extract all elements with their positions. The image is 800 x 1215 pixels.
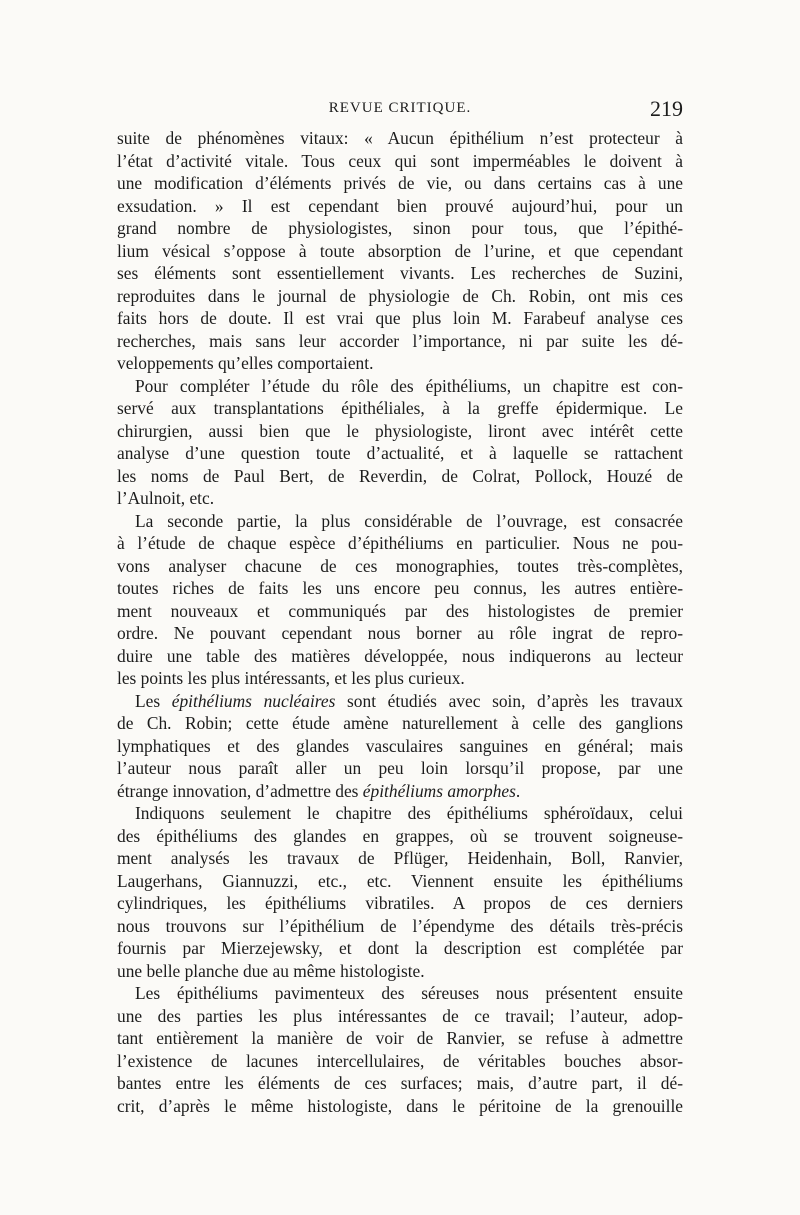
text-line: chirurgien, aussi bien que le physiologiste, liront avec intérêt cette bbox=[117, 420, 683, 441]
text-line: nous trouvons sur l’épithélium de l’épendyme des détails très-précis bbox=[117, 915, 683, 936]
text-line: grand nombre de physiologistes, sinon pour tous, que l’épithé- bbox=[117, 218, 683, 238]
text-line: toutes riches de faits les uns encore peu connus, les autres entière- bbox=[117, 578, 683, 598]
text-line: lium vésical s’oppose à toute absorption de l’urine, et que cependant bbox=[117, 240, 683, 261]
text-line: Les épithéliums pavimenteux des séreuses nous présentent ensuite bbox=[135, 983, 683, 1003]
text-line: bantes entre les éléments de ces surfaces; mais, d’autre part, il dé- bbox=[117, 1073, 683, 1093]
text-line: ment nouveaux et communiqués par des histologistes de premier bbox=[117, 600, 683, 621]
text-line: servé aux transplantations épithéliales, à la greffe épidermique. Le bbox=[117, 398, 683, 418]
text-line: les points les plus intéressants, et les plus curieux. bbox=[117, 668, 465, 688]
italic-phrase: épithéliums amorphes bbox=[362, 780, 516, 801]
line-start: étrange innovation, d’admettre des bbox=[117, 780, 363, 801]
text-line: La seconde partie, la plus considérable de l’ouvrage, est consacrée bbox=[135, 510, 683, 531]
line-start: Les bbox=[135, 690, 172, 711]
text-line: duire une table des matières développée, nous indiquerons au lecteur bbox=[117, 645, 683, 666]
body-text bbox=[117, 127, 683, 1117]
text-line: cylindriques, les épithéliums vibratiles. A propos de ces derniers bbox=[117, 893, 683, 913]
text-line: lymphatiques et des glandes vasculaires sanguines en général; mais bbox=[117, 735, 683, 756]
text-line: les noms de Paul Bert, de Reverdin, de Colrat, Pollock, Houzé de bbox=[117, 465, 683, 486]
text-line: recherches, mais sans leur accorder l’importance, ni par suite les dé- bbox=[117, 330, 683, 351]
text-line: reproduites dans le journal de physiologie de Ch. Robin, ont mis ces bbox=[117, 285, 683, 306]
running-title: REVUE CRITIQUE. bbox=[328, 100, 472, 116]
text-line-italic-mixed bbox=[117, 780, 683, 803]
text-line: l’état d’activité vitale. Tous ceux qui sont imperméables le doivent à bbox=[117, 150, 683, 171]
text-line: ment analysés les travaux de Pflüger, Heidenhain, Boll, Ranvier, bbox=[117, 848, 683, 868]
text-line: fournis par Mierzejewsky, et dont la description est complétée par bbox=[117, 938, 683, 958]
text-line: de Ch. Robin; cette étude amène naturellement à celle des ganglions bbox=[117, 713, 683, 733]
text-line: ses éléments sont essentiellement vivants. Les recherches de Suzini, bbox=[117, 263, 683, 283]
text-line: tant entièrement la manière de voir de Ranvier, se refuse à admettre bbox=[117, 1028, 683, 1048]
text-line: Pour compléter l’étude du rôle des épithéliums, un chapitre est con- bbox=[135, 375, 683, 396]
text-line: l’existence de lacunes intercellulaires, de véritables bouches absor- bbox=[117, 1050, 683, 1071]
text-line: faits hors de doute. Il est vrai que plus loin M. Farabeuf analyse ces bbox=[117, 308, 683, 328]
text-line: exsudation. » Il est cependant bien prouvé aujourd’hui, pour un bbox=[117, 195, 683, 216]
text-line: suite de phénomènes vitaux: « Aucun épithélium n’est protecteur à bbox=[117, 128, 683, 148]
text-line: analyse d’une question toute d’actualité, et à laquelle se rattachent bbox=[117, 443, 683, 463]
text-line: une modification d’éléments privés de vie, ou dans certains cas à une bbox=[117, 173, 683, 193]
text-line: crit, d’après le même histologiste, dans le péritoine de la grenouille bbox=[117, 1095, 683, 1116]
page-number: 219 bbox=[650, 96, 683, 121]
text-line: l’Aulnoit, etc. bbox=[117, 488, 215, 508]
text-line: Laugerhans, Giannuzzi, etc., etc. Viennent ensuite les épithéliums bbox=[117, 870, 683, 891]
italic-phrase: épithéliums nucléaires bbox=[171, 690, 336, 711]
line-end: . bbox=[515, 780, 521, 801]
text-line: vons analyser chacune de ces monographies, toutes très-complètes, bbox=[117, 555, 683, 576]
text-line: l’auteur nous paraît aller un peu loin lorsqu’il propose, par une bbox=[117, 758, 683, 778]
text-line: Indiquons seulement le chapitre des épithéliums sphéroïdaux, celui bbox=[135, 803, 683, 823]
text-line: une des parties les plus intéressantes de ce travail; l’auteur, adop- bbox=[117, 1005, 683, 1026]
line-rest: sont étudiés avec soin, d’après les travaux bbox=[335, 690, 683, 711]
text-line: veloppements qu’elles comportaient. bbox=[117, 353, 374, 373]
text-line-italic-mixed bbox=[117, 690, 683, 713]
text-line: des épithéliums des glandes en grappes, où se trouvent soigneuse- bbox=[117, 825, 683, 846]
text-line: une belle planche due au même histologiste. bbox=[117, 960, 425, 981]
text-line: ordre. Ne pouvant cependant nous borner au rôle ingrat de repro- bbox=[117, 623, 683, 643]
page-header bbox=[117, 96, 683, 126]
text-line: à l’étude de chaque espèce d’épithéliums en particulier. Nous ne pou- bbox=[117, 533, 683, 553]
